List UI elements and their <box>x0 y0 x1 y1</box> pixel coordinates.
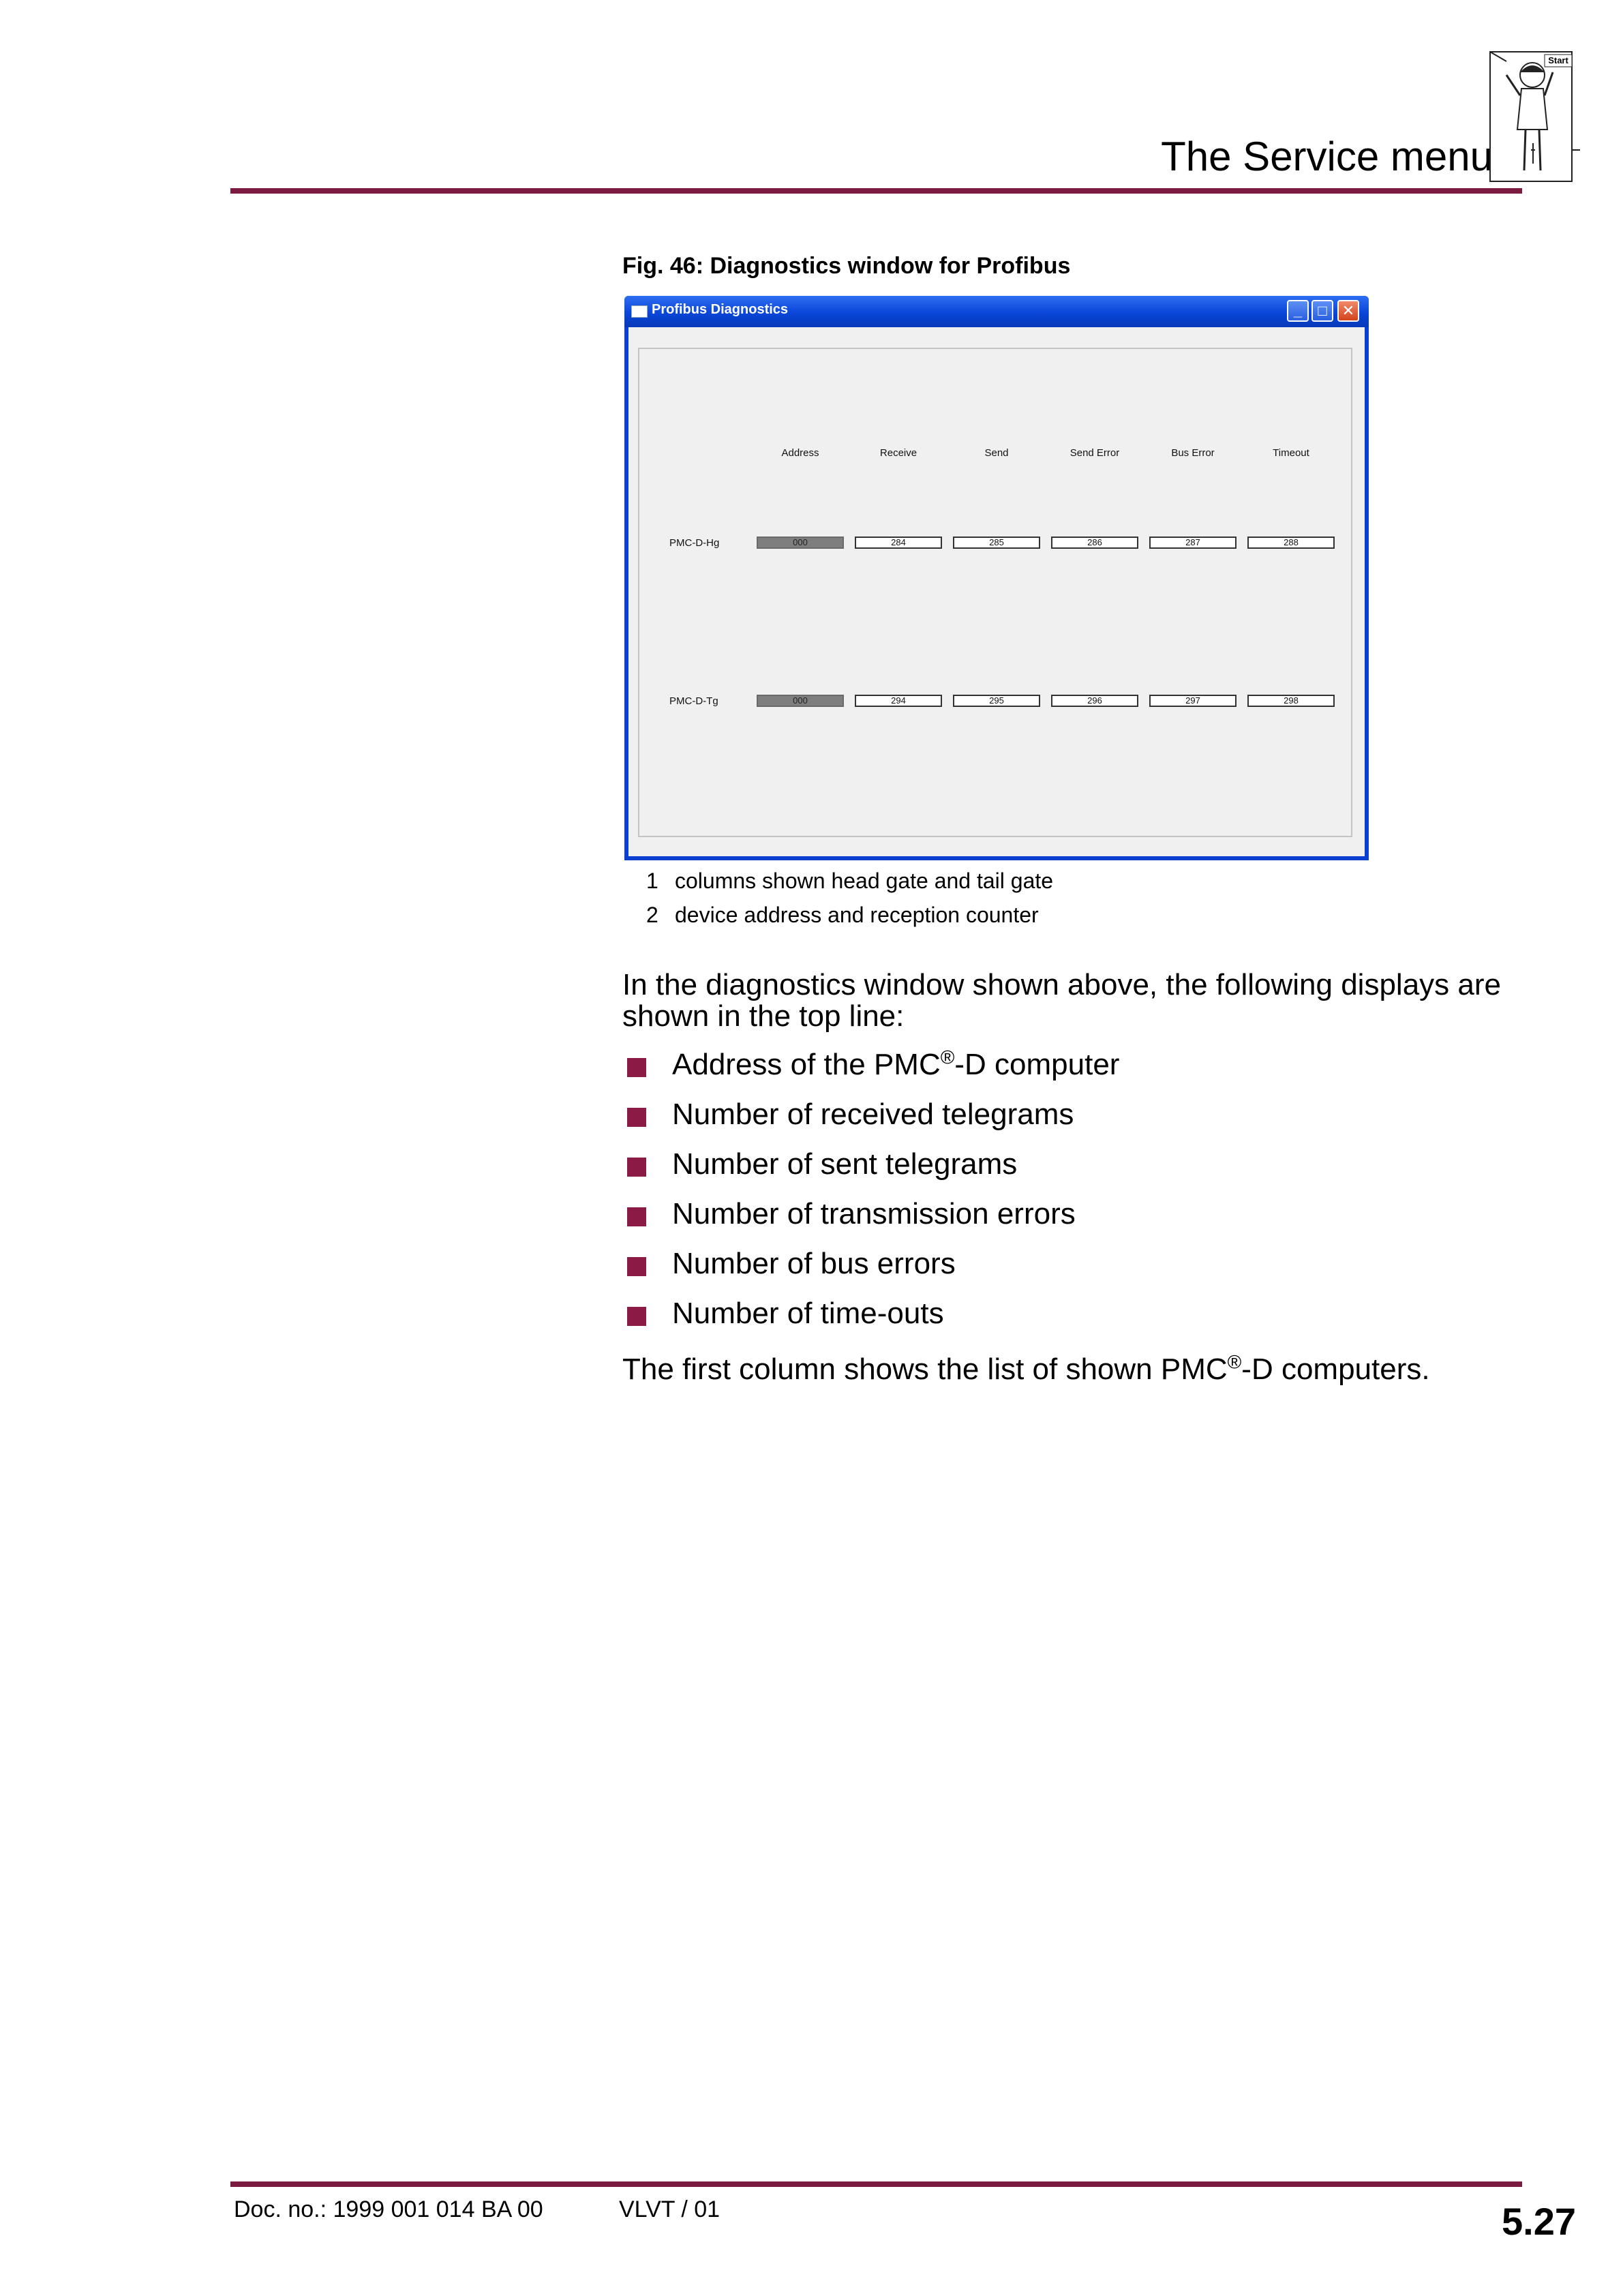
send-field: 295 <box>953 695 1040 707</box>
callout-number: 2 <box>646 903 658 927</box>
figure-caption: Fig. 46: Diagnostics window for Profibus <box>622 253 1071 279</box>
receive-field: 294 <box>855 695 942 707</box>
bullet-square <box>627 1307 646 1326</box>
callout-text: columns shown head gate and tail gate <box>675 868 1054 893</box>
column-header-send: Send <box>984 447 1009 459</box>
closing-text-suffix: -D computers. <box>1241 1353 1430 1386</box>
footer-divider <box>230 2181 1522 2187</box>
diagnostics-group <box>638 348 1352 837</box>
bullet-text: Address of the PMC <box>672 1048 941 1081</box>
header-divider <box>230 188 1522 194</box>
row-label-tail-gate: PMC-D-Tg <box>669 695 718 707</box>
registered-mark: ® <box>940 1046 955 1068</box>
address-field: 000 <box>757 537 844 549</box>
window-body <box>628 327 1365 856</box>
minimize-button[interactable]: _ <box>1287 300 1309 322</box>
column-header-send-error: Send Error <box>1070 447 1120 459</box>
bullet-text: Number of time-outs <box>672 1297 944 1330</box>
page-number: 5.27 <box>1502 2200 1576 2243</box>
send-field: 285 <box>953 537 1040 549</box>
column-header-receive: Receive <box>879 447 917 459</box>
callout-number: 1 <box>646 868 658 893</box>
window-app-icon <box>631 305 648 318</box>
send-error-field: 296 <box>1051 695 1138 707</box>
timeout-field: 288 <box>1247 537 1335 549</box>
start-figure-icon <box>1486 48 1581 191</box>
registered-mark: ® <box>1227 1351 1242 1373</box>
bus-error-field: 287 <box>1149 537 1237 549</box>
bullet-text: Number of transmission errors <box>672 1197 1076 1230</box>
bullet-square <box>627 1207 646 1226</box>
callout-2 <box>646 903 1039 928</box>
bullet-square <box>627 1158 646 1177</box>
bullet-text-suffix: -D computer <box>954 1048 1120 1081</box>
bullet-text: Number of bus errors <box>672 1247 956 1280</box>
bullet-square <box>627 1257 646 1276</box>
profibus-diagnostics-window <box>624 296 1369 860</box>
receive-field: 284 <box>855 537 942 549</box>
column-header-timeout: Timeout <box>1273 447 1309 459</box>
maximize-button[interactable]: □ <box>1311 300 1333 322</box>
column-header-address: Address <box>781 447 819 459</box>
window-title: Profibus Diagnostics <box>652 302 789 317</box>
callout-text: device address and reception counter <box>675 903 1039 927</box>
bullet-square <box>627 1058 646 1077</box>
bullet-text: Number of sent telegrams <box>672 1147 1018 1181</box>
close-button[interactable]: ✕ <box>1337 300 1359 322</box>
address-field: 000 <box>757 695 844 707</box>
column-header-bus-error: Bus Error <box>1171 447 1215 459</box>
intro-paragraph: In the diagnostics window shown above, the following displays are shown in the top line: <box>622 968 1501 1033</box>
window-titlebar[interactable] <box>624 296 1369 327</box>
closing-paragraph <box>622 1351 1529 1386</box>
page-section-title: The Service menu <box>1161 134 1493 179</box>
document-version: VLVT / 01 <box>619 2196 721 2222</box>
start-label: Start <box>1548 55 1568 65</box>
closing-text: The first column shows the list of shown PMC <box>622 1353 1228 1386</box>
bullet-text: Number of received telegrams <box>672 1098 1074 1131</box>
document-number: Doc. no.: 1999 001 014 BA 00 <box>234 2196 543 2222</box>
callout-1 <box>646 868 1053 894</box>
send-error-field: 286 <box>1051 537 1138 549</box>
bullet-square <box>627 1108 646 1127</box>
row-label-head-gate: PMC-D-Hg <box>669 537 720 549</box>
timeout-field: 298 <box>1247 695 1335 707</box>
bus-error-field: 297 <box>1149 695 1237 707</box>
